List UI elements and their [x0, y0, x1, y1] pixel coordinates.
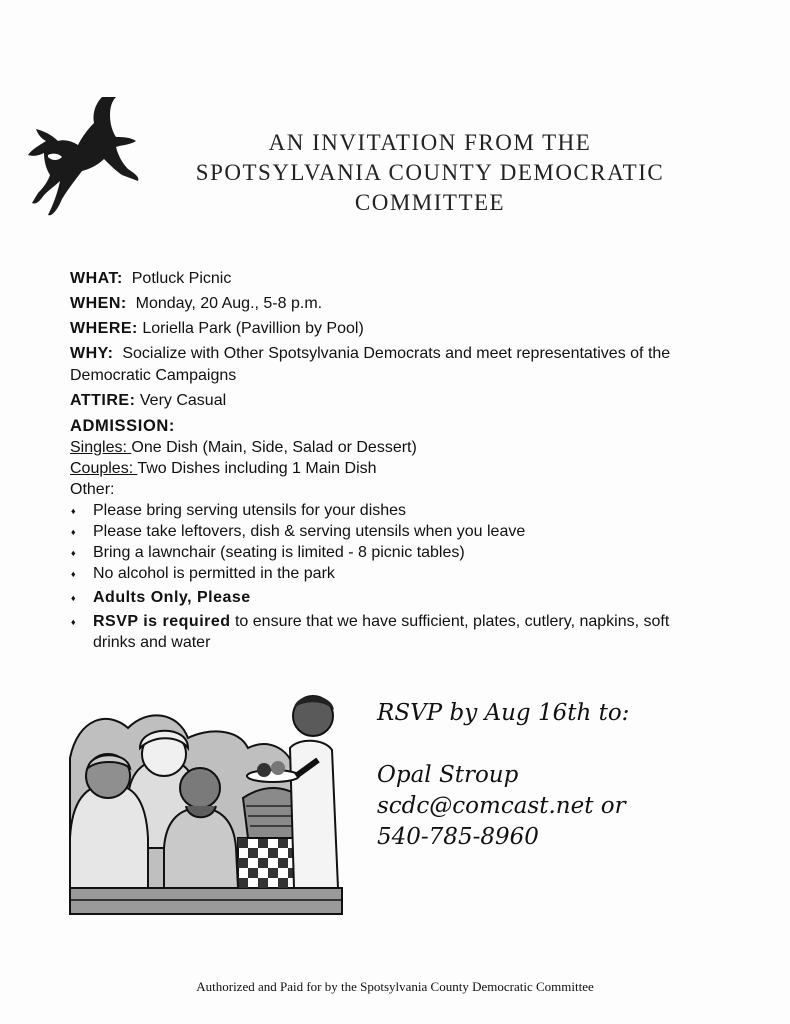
what-row [70, 268, 710, 290]
rsvp-required-rest: to ensure that we have sufficient, plates, cutlery, napkins, soft drinks and water [93, 613, 670, 651]
where-row [70, 318, 710, 340]
rsvp-phone: 540-785-8960 [377, 824, 539, 850]
adults-only-text: Adults Only, Please [93, 589, 251, 606]
other-bullet-list [70, 500, 710, 653]
couples-value: Two Dishes including 1 Main Dish [137, 460, 377, 477]
picnic-illustration [68, 688, 346, 920]
where-label: WHERE: [70, 320, 138, 337]
why-row [70, 343, 710, 387]
title-line: AN INVITATION FROM THE [268, 130, 592, 155]
diamond-bullet-icon: ♦ [71, 527, 76, 537]
rsvp-email: scdc@comcast.net or [377, 793, 626, 819]
couples-label: Couples: [70, 460, 138, 477]
event-details [70, 268, 710, 653]
admission-heading: ADMISSION: [70, 417, 175, 435]
singles-label: Singles: [70, 439, 132, 456]
invitation-title [160, 128, 700, 218]
singles-value: One Dish (Main, Side, Salad or Dessert) [131, 439, 417, 456]
when-value: Monday, 20 Aug., 5-8 p.m. [135, 295, 323, 312]
footer-disclaimer: Authorized and Paid for by the Spotsylvania County Democratic Committee [196, 979, 594, 994]
bullet-text: Please take leftovers, dish & serving utensils when you leave [93, 523, 526, 540]
when-label: WHEN: [70, 295, 127, 312]
list-item [70, 521, 710, 542]
attire-row [70, 390, 710, 412]
diamond-bullet-icon: ♦ [71, 593, 76, 603]
bullet-text: Bring a lawnchair (seating is limited - 8 picnic tables) [93, 544, 465, 561]
what-label: WHAT: [70, 270, 123, 287]
list-item [70, 611, 710, 653]
list-item [70, 563, 710, 584]
rsvp-heading: RSVP by Aug 16th to: [377, 700, 630, 726]
rsvp-contact-name: Opal Stroup [377, 762, 519, 788]
where-value: Loriella Park (Pavillion by Pool) [142, 320, 364, 337]
rsvp-block [377, 698, 757, 853]
bullet-text: No alcohol is permitted in the park [93, 565, 335, 582]
when-row [70, 293, 710, 315]
bullet-text: Please bring serving utensils for your dishes [93, 502, 407, 519]
list-item [70, 500, 710, 521]
donkey-logo-icon [18, 95, 148, 235]
other-label: Other: [70, 481, 115, 498]
title-line: SPOTSYLVANIA COUNTY DEMOCRATIC [195, 160, 665, 185]
title-line: COMMITTEE [354, 190, 506, 215]
diamond-bullet-icon: ♦ [71, 506, 76, 516]
list-item [70, 587, 710, 608]
singles-row [70, 437, 710, 458]
attire-value: Very Casual [139, 392, 227, 409]
attire-label: ATTIRE: [70, 392, 136, 409]
rsvp-required-text: RSVP is required [93, 613, 231, 630]
what-value: Potluck Picnic [131, 270, 232, 287]
couples-row [70, 458, 710, 479]
why-label: WHY: [70, 345, 114, 362]
diamond-bullet-icon: ♦ [71, 569, 76, 579]
diamond-bullet-icon: ♦ [71, 548, 76, 558]
why-value: Socialize with Other Spotsylvania Democrats and meet representatives of the Democratic Campaigns [70, 345, 671, 384]
list-item [70, 542, 710, 563]
diamond-bullet-icon: ♦ [71, 617, 76, 627]
